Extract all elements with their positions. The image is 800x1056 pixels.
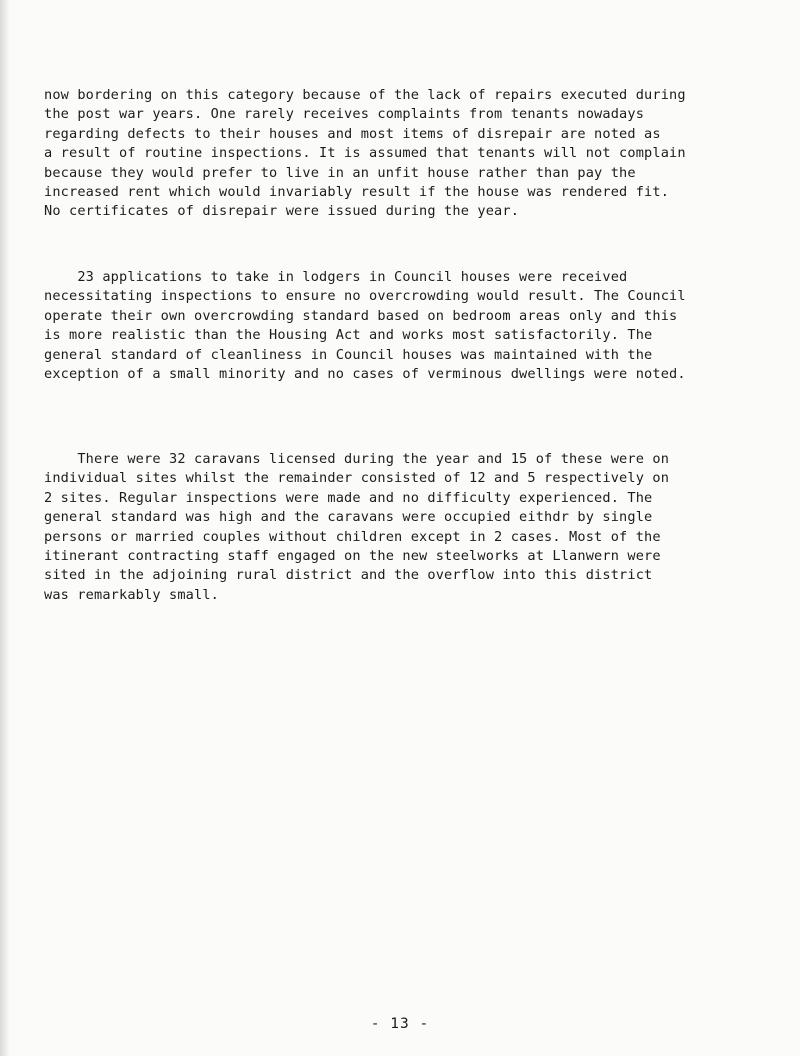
paragraph-disrepair: now bordering on this category because of the lack of repairs executed during the post war years. One rarely receives complaints from tenants nowadays regarding defects to their houses and most items of disrepair are noted as a result of routine inspections. It is assumed that tenants will not complain because they would prefer to live in an unfit house rather than pay the increased rent which would invariably result if the house was rendered fit. No certificates of disrepair were issued during the year. (44, 87, 686, 220)
paragraph-lodgers: 23 applications to take in lodgers in Council houses were received necessitating inspections to ensure no overcrowding would result. The Council operate their own overcrowding standard based on bedroom areas only and this is more realistic than the Housing Act and works most satisfactorily. The general standard of cleanliness in Council houses was maintained with the exception of a small minority and no cases of verminous dwellings were noted. (44, 269, 686, 383)
page-number: - 13 - (370, 1016, 430, 1032)
scan-edge-shadow (0, 0, 10, 1056)
paragraph-caravans: There were 32 caravans licensed during the year and 15 of these were on individual sites whilst the remainder consisted of 12 and 5 respectively on 2 sites. Regular inspections were made and no difficulty experienced. The general standard was high and the caravans were occupied eithdr by single persons or married couples without children except in 2 cases. Most of the itinerant contracting staff engaged on the new steelworks at Llanwern were sited in the adjoining rural district and the overflow into this district was remarkably small. (44, 451, 670, 603)
